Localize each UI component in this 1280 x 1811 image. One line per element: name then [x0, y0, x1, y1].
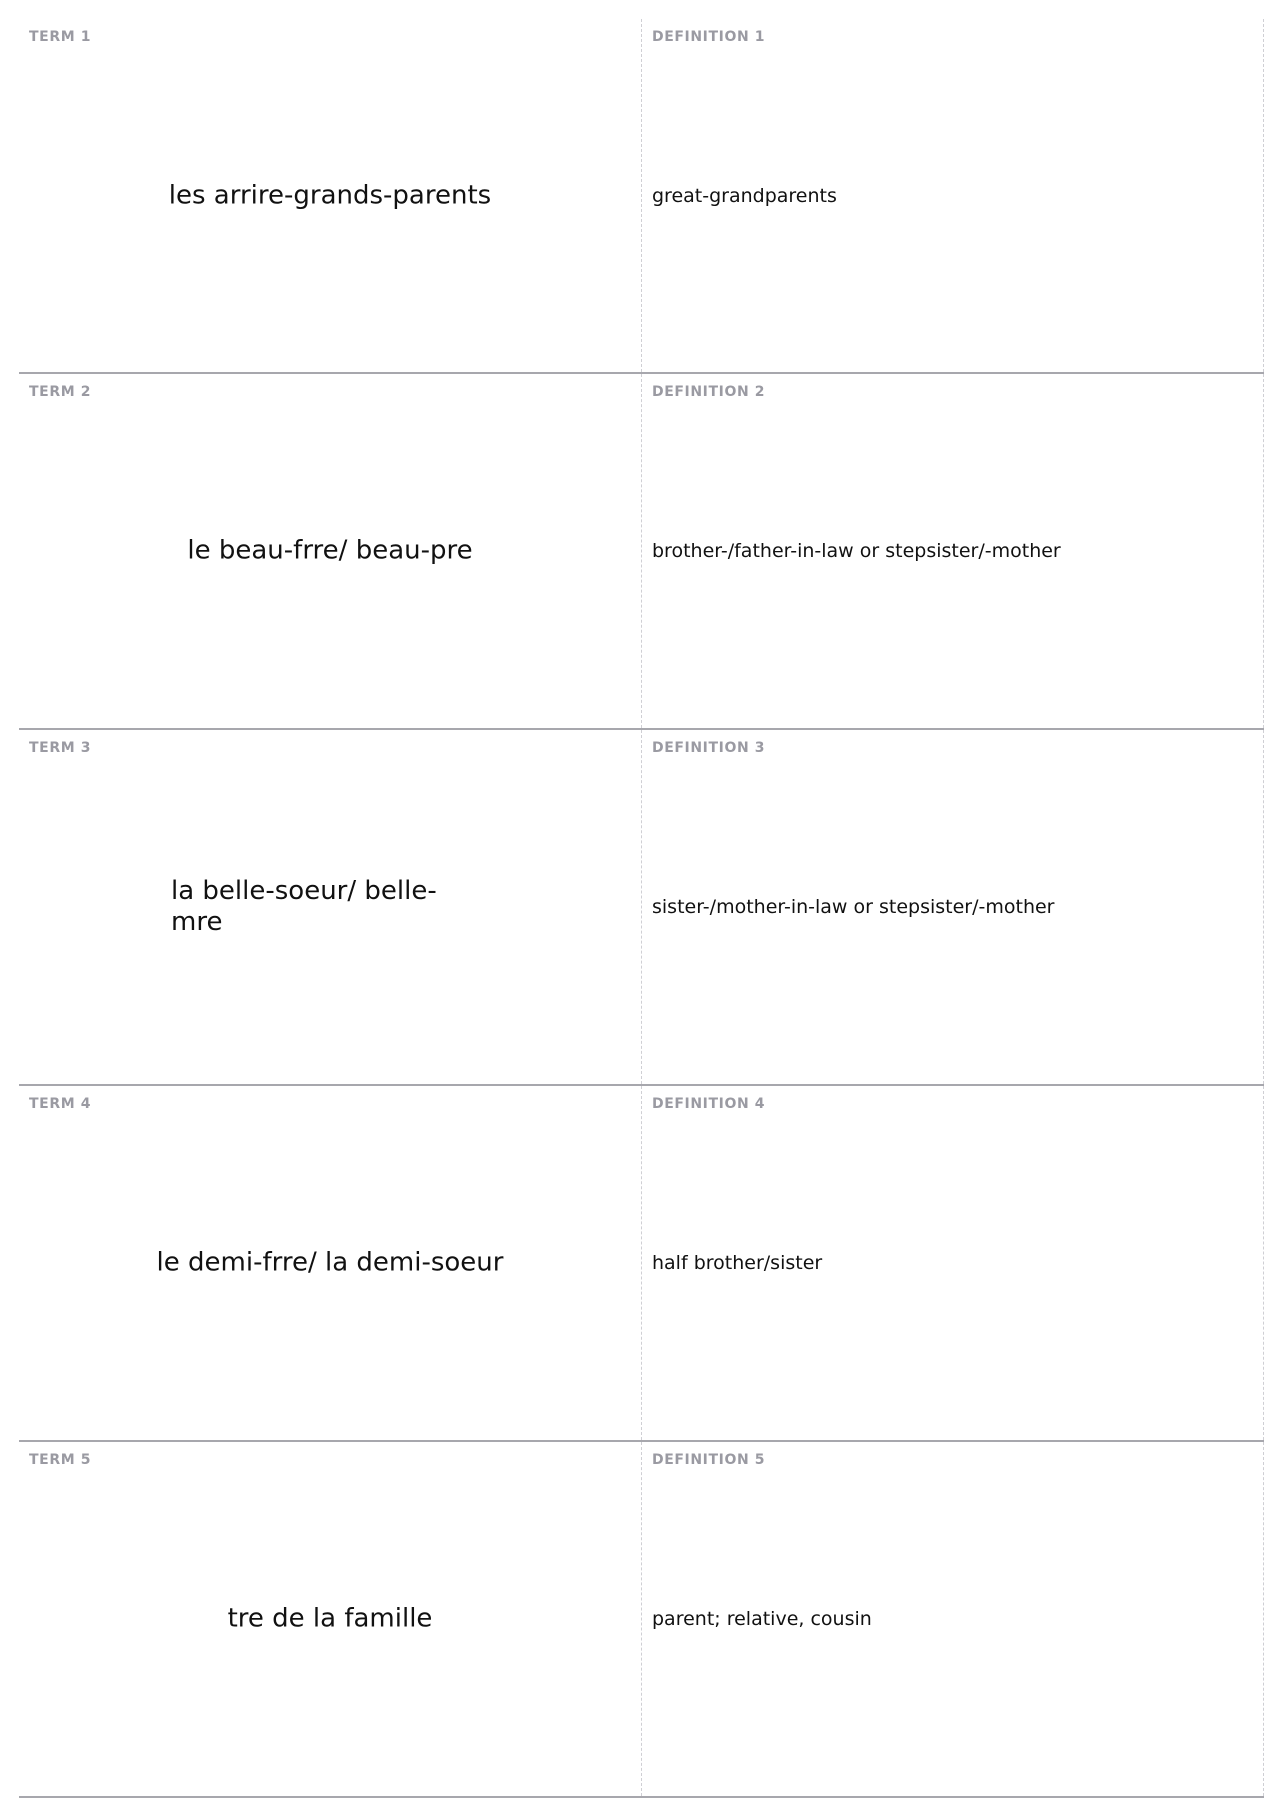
term-text: tre de la famille — [227, 1603, 433, 1634]
definition-cell-4 — [642, 1086, 1264, 1440]
definition-text: sister-/mother-in-law or stepsister/-mother — [652, 896, 1055, 918]
definition-label: DEFINITION 4 — [652, 1096, 766, 1112]
term-cell-3 — [19, 730, 642, 1084]
definition-text: great-grandparents — [652, 184, 837, 207]
term-text: le beau-frre/ beau-pre — [187, 535, 473, 566]
flashcard-row-1 — [19, 19, 1264, 374]
flashcard-row-3 — [19, 730, 1264, 1086]
term-cell-1 — [19, 19, 642, 372]
definition-label: DEFINITION 2 — [652, 384, 766, 400]
flashcard-row-5 — [19, 1442, 1264, 1798]
definition-text: brother-/father-in-law or stepsister/-mother — [652, 540, 1061, 562]
definition-cell-2 — [642, 374, 1264, 728]
flashcard-sheet — [19, 19, 1264, 1799]
term-text: le demi-frre/ la demi-soeur — [156, 1247, 504, 1278]
definition-label: DEFINITION 1 — [652, 29, 766, 45]
definition-label: DEFINITION 5 — [652, 1452, 766, 1468]
term-text: la belle-soeur/ belle-mre — [171, 876, 437, 937]
term-cell-5 — [19, 1442, 642, 1796]
term-label: TERM 1 — [29, 29, 92, 45]
term-cell-2 — [19, 374, 642, 728]
term-label: TERM 4 — [29, 1096, 92, 1112]
definition-cell-1 — [642, 19, 1264, 372]
term-label: TERM 3 — [29, 740, 92, 756]
flashcard-row-2 — [19, 374, 1264, 730]
definition-cell-5 — [642, 1442, 1264, 1796]
flashcard-row-4 — [19, 1086, 1264, 1442]
term-cell-4 — [19, 1086, 642, 1440]
term-label: TERM 5 — [29, 1452, 92, 1468]
definition-cell-3 — [642, 730, 1264, 1084]
definition-label: DEFINITION 3 — [652, 740, 766, 756]
definition-text: parent; relative, cousin — [652, 1608, 872, 1630]
term-text: les arrire-grands-parents — [168, 180, 492, 210]
definition-text: half brother/sister — [652, 1252, 823, 1274]
term-label: TERM 2 — [29, 384, 92, 400]
